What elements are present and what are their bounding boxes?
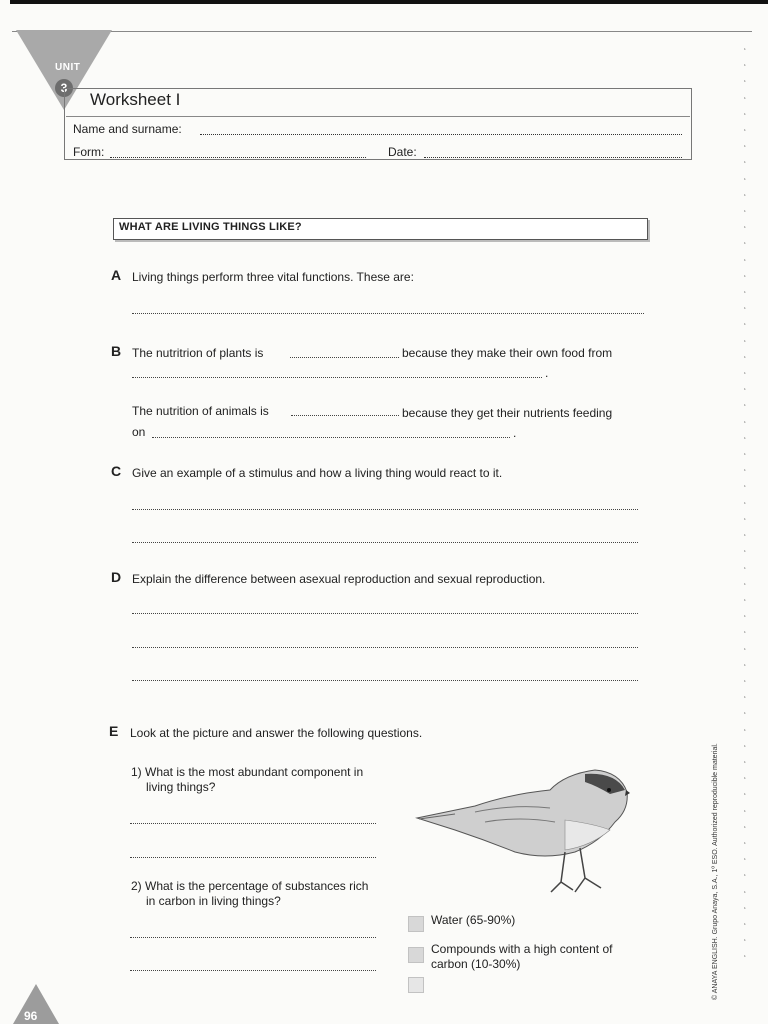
question-a-text: Living things perform three vital functions. These are: (132, 270, 414, 284)
copyright-notice: © ANAYA ENGLISH. Grupo Anaya, S.A., 1º ESO. Authorized reproducible material. (712, 743, 719, 1000)
answer-blank-animals[interactable] (291, 415, 399, 416)
date-label: Date: (388, 145, 417, 159)
answer-line-c-1[interactable] (132, 509, 638, 510)
question-e-letter: E (109, 723, 119, 739)
answer-line-a-1[interactable] (132, 313, 644, 314)
name-label: Name and surname: (73, 122, 182, 136)
legend-swatch-water (408, 916, 424, 932)
question-d-text: Explain the difference between asexual reproduction and sexual reproduction. (132, 572, 546, 586)
question-b-animals-text: The nutrition of animals is (132, 404, 269, 418)
question-b-plants-text: The nutritrion of plants is (132, 346, 264, 360)
period-b-1: . (545, 366, 549, 380)
question-e2-line2: in carbon in living things? (146, 894, 281, 908)
answer-line-d-3[interactable] (132, 680, 638, 681)
form-field[interactable] (110, 157, 366, 158)
date-field[interactable] (424, 157, 682, 158)
question-c-letter: C (111, 463, 122, 479)
question-b-letter: B (111, 343, 122, 359)
answer-line-b-2[interactable] (152, 437, 510, 438)
name-field[interactable] (200, 134, 682, 135)
page-number: 96 (24, 1009, 38, 1023)
legend-water-text: Water (65-90%) (431, 913, 516, 927)
section-title: WHAT ARE LIVING THINGS LIKE? (119, 221, 302, 233)
worksheet-title: Worksheet I (90, 90, 181, 109)
answer-line-d-1[interactable] (132, 613, 638, 614)
answer-line-e1-1[interactable] (130, 823, 376, 824)
question-e-text: Look at the picture and answer the following questions. (130, 726, 423, 740)
bird-illustration (415, 760, 630, 902)
question-e2-line1: 2) What is the percentage of substances rich (131, 879, 369, 893)
legend-swatch-compounds (408, 947, 424, 963)
unit-number: 3 (55, 79, 73, 97)
question-c-text: Give an example of a stimulus and how a living thing would react to it. (132, 466, 503, 480)
answer-blank-plants[interactable] (290, 357, 399, 358)
question-e1-line2: living things? (146, 780, 216, 794)
legend-swatch-other (408, 977, 424, 993)
top-rule (12, 31, 752, 32)
question-b-on-text: on (132, 425, 146, 439)
answer-line-b-1[interactable] (132, 377, 542, 378)
question-e1-line1: 1) What is the most abundant component in (131, 765, 364, 779)
answer-line-e1-2[interactable] (130, 857, 376, 858)
question-a-letter: A (111, 267, 122, 283)
answer-line-e2-2[interactable] (130, 970, 376, 971)
binding-holes: ‘ ‘ ‘ ‘ ‘ ‘ ‘ ‘ ‘ ‘ ‘ ‘ ‘ ‘ ‘ ‘ ‘ ‘ ‘ ‘ ‘ ‘ ‘ ‘ ‘ ‘ ‘ ‘ ‘ ‘ ‘ ‘ ‘ ‘ ‘ ‘ ‘ ‘ ‘ ‘ ‘ ‘ ‘ ‘ ‘ ‘ ‘ ‘ ‘ ‘ ‘ ‘ ‘ ‘ ‘ ‘ ‘ (744, 47, 746, 964)
form-label: Form: (73, 145, 105, 159)
answer-line-d-2[interactable] (132, 647, 638, 648)
period-b-2: . (513, 426, 517, 440)
question-b-plants-text-end: because they make their own food from (402, 346, 613, 360)
top-edge-line (10, 0, 768, 4)
title-rule (66, 116, 690, 117)
legend-compounds-line2: carbon (10-30%) (431, 957, 521, 971)
question-d-letter: D (111, 569, 122, 585)
unit-label: UNIT (55, 62, 81, 73)
legend-compounds-line1: Compounds with a high content of (431, 942, 613, 956)
answer-line-e2-1[interactable] (130, 937, 376, 938)
question-b-animals-text-end: because they get their nutrients feeding (402, 406, 613, 420)
answer-line-c-2[interactable] (132, 542, 638, 543)
